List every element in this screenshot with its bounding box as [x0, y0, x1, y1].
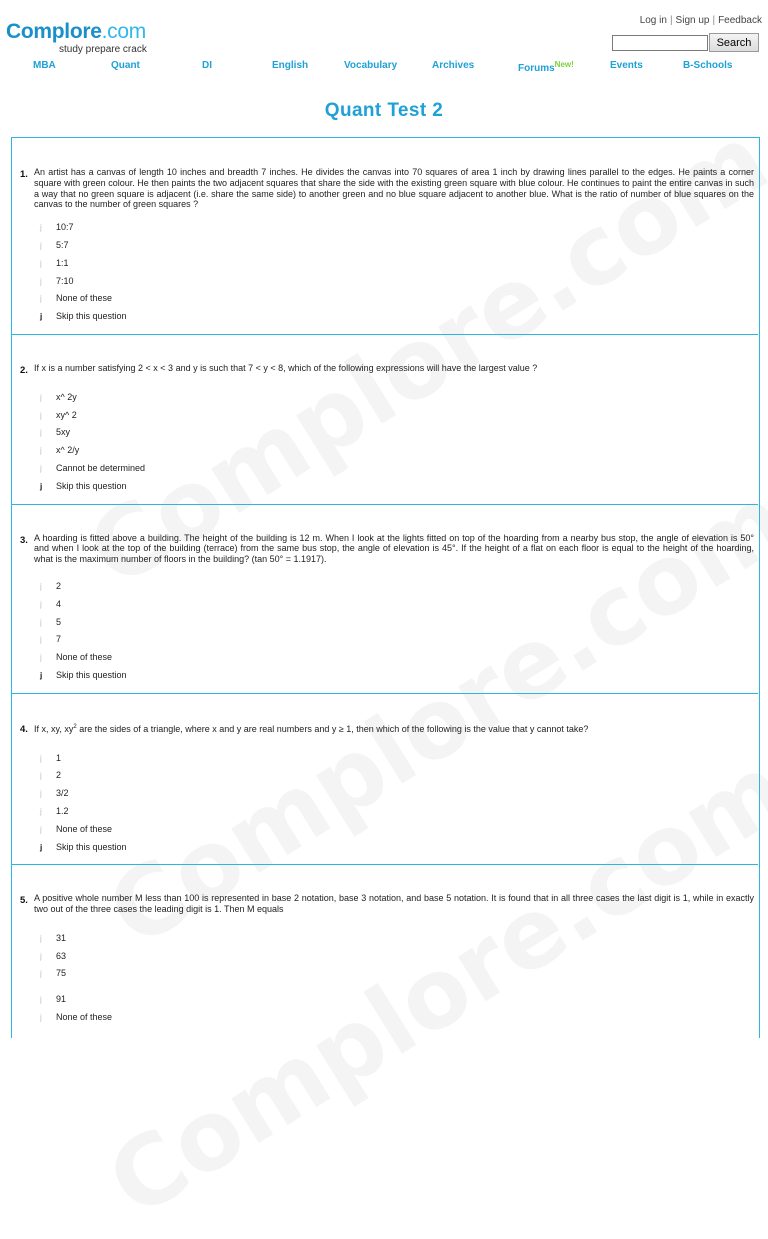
- question-5: [12, 865, 758, 1035]
- separator: |: [712, 15, 716, 26]
- answer-options: [16, 752, 754, 859]
- answer-options: [16, 932, 754, 1029]
- nav-item-english[interactable]: English: [272, 60, 309, 71]
- question-body: If x is a number satisfying 2 < x < 3 and y is such that 7 < y < 8, which of the following expressions will have the largest value ?: [34, 362, 538, 373]
- question-text: [16, 533, 754, 565]
- question-text: [16, 722, 754, 735]
- answer-option[interactable]: j None of these: [40, 293, 113, 304]
- answer-option[interactable]: j 5:7: [40, 239, 69, 250]
- question-4: [12, 694, 758, 866]
- question-1: [12, 139, 758, 335]
- nav-item-label: Forums: [518, 63, 555, 74]
- answer-option[interactable]: j 63: [40, 950, 67, 961]
- question-text: [16, 893, 754, 915]
- radio-icon[interactable]: j: [40, 771, 42, 781]
- radio-icon[interactable]: j: [40, 653, 42, 663]
- radio-icon[interactable]: j: [40, 581, 42, 591]
- answer-option[interactable]: j x^ 2/y: [40, 445, 80, 456]
- radio-icon[interactable]: j: [40, 276, 42, 286]
- radio-icon[interactable]: j: [40, 599, 42, 609]
- answer-option[interactable]: j 3/2: [40, 788, 69, 799]
- radio-icon[interactable]: j: [40, 240, 42, 250]
- site-header: [0, 0, 768, 80]
- question-list: [12, 139, 758, 1035]
- question-text: [16, 167, 754, 210]
- answer-option[interactable]: j 7: [40, 634, 62, 645]
- radio-selected-icon[interactable]: j: [40, 670, 43, 680]
- radio-icon[interactable]: j: [40, 258, 42, 268]
- question-body: If x, xy, $xy^2$ are the sides of a triangle, where x and y are real numbers and y ≥ 1, then which of the following is the value that y cannot take?: [34, 723, 589, 734]
- question-number: 5.: [20, 895, 28, 907]
- answer-options: [16, 391, 754, 498]
- site-logo[interactable]: [6, 20, 147, 55]
- separator: |: [669, 15, 673, 26]
- question-2: [12, 335, 758, 505]
- nav-item-events[interactable]: Events: [610, 60, 643, 71]
- skip-option[interactable]: j Skip this question: [40, 311, 127, 322]
- answer-option[interactable]: j 7:10: [40, 275, 74, 286]
- skip-option[interactable]: j Skip this question: [40, 669, 127, 680]
- radio-icon[interactable]: j: [40, 446, 42, 456]
- answer-option[interactable]: j 4: [40, 598, 62, 609]
- logo-brand: Complore.com: [6, 20, 146, 43]
- logo-tagline: study prepare crack: [59, 44, 147, 55]
- account-links: [640, 15, 762, 26]
- radio-icon[interactable]: j: [40, 933, 42, 943]
- radio-icon[interactable]: j: [40, 753, 42, 763]
- question-number: 1.: [20, 169, 28, 180]
- answer-options: [16, 221, 754, 328]
- radio-icon[interactable]: j: [40, 410, 42, 420]
- radio-selected-icon[interactable]: j: [40, 481, 43, 491]
- question-3: [12, 505, 758, 694]
- radio-icon[interactable]: j: [40, 806, 42, 816]
- radio-icon[interactable]: j: [40, 951, 42, 961]
- question-number: 4.: [20, 723, 28, 735]
- answer-option[interactable]: j 75: [40, 968, 67, 979]
- login-link[interactable]: Log in: [639, 15, 667, 26]
- search-input[interactable]: [612, 35, 708, 51]
- radio-icon[interactable]: j: [40, 995, 42, 1005]
- radio-icon[interactable]: j: [40, 463, 42, 473]
- answer-option[interactable]: j Cannot be determined: [40, 462, 146, 473]
- answer-option[interactable]: j 2: [40, 770, 62, 781]
- question-number: 2.: [20, 364, 28, 376]
- answer-option[interactable]: j 5: [40, 616, 62, 627]
- question-number: 3.: [20, 534, 28, 546]
- answer-option[interactable]: j 1:1: [40, 257, 69, 268]
- answer-option[interactable]: j xy^ 2: [40, 409, 77, 420]
- skip-option[interactable]: j Skip this question: [40, 480, 127, 491]
- nav-item-forums[interactable]: [518, 60, 574, 74]
- nav-item-b-schools[interactable]: B-Schools: [683, 60, 733, 71]
- answer-option[interactable]: j x^ 2y: [40, 391, 77, 402]
- radio-icon[interactable]: j: [40, 294, 42, 304]
- question-body: An artist has a canvas of length 10 inches and breadth 7 inches. He divides the canvas into 70 squares of area 1 inch by drawing lines parallel to the edges. He paints a corner square with green colour. He then paints the two adjacent squares that share the side with the existing green square with blue colour. He continues to paint the entire canvas in such a way that no green square is adjacent (i.e. share the same side) to another green and no blue square adjacent to another blue. What is the ratio of number of blue squares on the canvas to the number of green squares ?: [34, 167, 754, 210]
- nav-item-archives[interactable]: Archives: [432, 60, 475, 71]
- radio-icon[interactable]: j: [40, 1013, 42, 1023]
- answer-option[interactable]: j 1: [40, 752, 62, 763]
- answer-option[interactable]: j 10:7: [40, 222, 74, 233]
- answer-option[interactable]: j 1.2: [40, 805, 69, 816]
- question-text: [16, 363, 754, 374]
- main-nav: [0, 60, 768, 76]
- answer-option[interactable]: j 2: [40, 580, 62, 591]
- radio-icon[interactable]: j: [40, 428, 42, 438]
- skip-option[interactable]: j Skip this question: [40, 841, 127, 852]
- radio-icon[interactable]: j: [40, 223, 42, 233]
- search-button[interactable]: Search: [709, 33, 759, 52]
- radio-selected-icon[interactable]: j: [40, 312, 43, 322]
- new-badge: New!: [554, 60, 574, 69]
- page-title: Quant Test 2: [324, 100, 444, 121]
- feedback-link[interactable]: Feedback: [718, 15, 762, 26]
- answer-option[interactable]: j None of these: [40, 652, 113, 663]
- answer-option[interactable]: j 31: [40, 932, 67, 943]
- answer-option[interactable]: j None of these: [40, 823, 113, 834]
- radio-icon[interactable]: j: [40, 392, 42, 402]
- radio-icon[interactable]: j: [40, 824, 42, 834]
- answer-option[interactable]: j 5xy: [40, 427, 71, 438]
- nav-item-di[interactable]: DI: [202, 60, 212, 71]
- radio-icon[interactable]: j: [40, 969, 42, 979]
- radio-icon[interactable]: j: [40, 617, 42, 627]
- answer-options: [16, 580, 754, 687]
- radio-icon[interactable]: j: [40, 789, 42, 799]
- radio-icon[interactable]: j: [40, 635, 42, 645]
- radio-selected-icon[interactable]: j: [40, 842, 43, 852]
- question-body: A hoarding is fitted above a building. The height of the building is 12 m. When I look at the lights fitted on top of the hoarding from a nearby bus stop, the angle of elevation is 50° and when I look at the top of the building (terrace) from the same bus stop, the angle of elevation is 45°. If the height of a flat on each floor is equal to the height of the hoarding, what is the maximum number of floors in the building? (tan 50° = 1.1917).: [34, 532, 754, 565]
- answer-option[interactable]: j None of these: [40, 1012, 113, 1023]
- signup-link[interactable]: Sign up: [675, 15, 710, 26]
- question-body: A positive whole number M less than 100 is represented in base 2 notation, base 3 notation, and base 5 notation. It is found that in all three cases the last digit is 1, while in exactly two out of the three cases the leading digit is 1. Then M equals: [34, 893, 754, 915]
- nav-item-mba[interactable]: MBA: [33, 60, 56, 71]
- answer-option[interactable]: j 91: [40, 994, 67, 1005]
- nav-item-vocabulary[interactable]: Vocabulary: [344, 60, 398, 71]
- nav-item-quant[interactable]: Quant: [111, 60, 140, 71]
